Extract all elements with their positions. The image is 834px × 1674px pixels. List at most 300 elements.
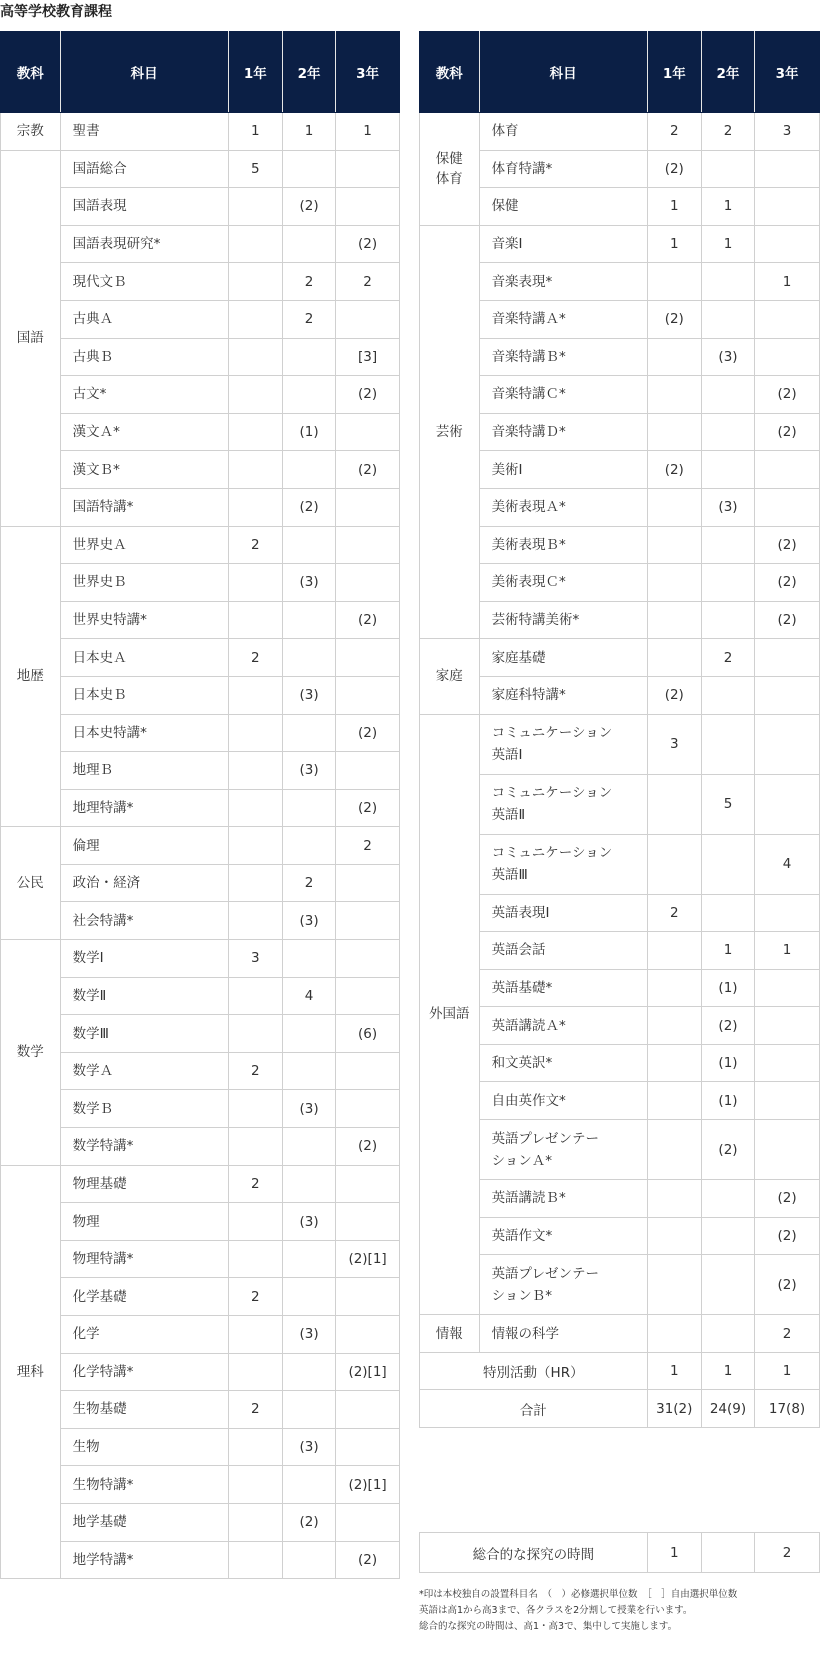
year2-cell (701, 413, 754, 451)
year2-cell (282, 789, 335, 827)
table-row (1, 1203, 400, 1241)
year3-cell (755, 1120, 820, 1180)
year3-cell: [3] (336, 338, 400, 376)
table-row (420, 601, 820, 639)
subject-cell: 世界史Ａ (60, 526, 228, 564)
year2-cell: (3) (701, 338, 754, 376)
subject-cell: 物理基礎 (60, 1165, 228, 1203)
year1-cell (228, 977, 282, 1015)
table-row (1, 601, 400, 639)
table-row (1, 451, 400, 489)
subject-cell: 現代文Ｂ (60, 263, 228, 301)
year2-cell: (2) (282, 1503, 335, 1541)
year2-cell (701, 526, 754, 564)
year2-cell: 2 (282, 864, 335, 902)
year1-cell (647, 1082, 701, 1120)
year1-cell: 3 (647, 714, 701, 774)
table-row (420, 263, 820, 301)
year1-cell (647, 1120, 701, 1180)
year2-cell: (1) (701, 969, 754, 1007)
year3-cell (755, 150, 820, 188)
year2-cell (282, 1052, 335, 1090)
subject-cell: 音楽特講Ａ* (479, 300, 647, 338)
year3-cell (755, 488, 820, 526)
year3-cell: (2) (336, 451, 400, 489)
year2-cell (701, 263, 754, 301)
subject-cell: 保健 (479, 188, 647, 226)
year3-cell: (2)[1] (336, 1353, 400, 1391)
year1-cell (228, 1128, 282, 1166)
subject-cell: 化学特講* (60, 1353, 228, 1391)
year3-cell: 3 (755, 113, 820, 151)
table-row (1, 639, 400, 677)
year2-cell: (2) (701, 1120, 754, 1180)
table-row (1, 113, 400, 151)
category-cell: 国語 (1, 150, 61, 526)
subject-cell: 生物特講* (60, 1466, 228, 1504)
year3-cell: (2) (336, 601, 400, 639)
table-row (420, 1120, 820, 1180)
table-row (1, 1128, 400, 1166)
subject-cell: 倫理 (60, 827, 228, 865)
year3-cell (336, 902, 400, 940)
year3-cell: (6) (336, 1015, 400, 1053)
year2-cell (282, 601, 335, 639)
table-row (420, 834, 820, 894)
subject-cell: 美術表現Ａ* (479, 488, 647, 526)
subject-cell: 数学Ⅲ (60, 1015, 228, 1053)
subject-cell: 数学Ⅱ (60, 977, 228, 1015)
table-row (420, 113, 820, 151)
year3-cell (755, 714, 820, 774)
year3-cell (755, 188, 820, 226)
year1-cell (228, 376, 282, 414)
subject-cell: 日本史Ａ (60, 639, 228, 677)
subject-cell: コミュニケーション 英語Ⅲ (479, 834, 647, 894)
table-row (420, 564, 820, 602)
year3-cell: (2) (755, 564, 820, 602)
year2-cell (282, 1165, 335, 1203)
year1-cell (228, 564, 282, 602)
year2-cell (282, 225, 335, 263)
table-row (420, 225, 820, 263)
table-row (1, 225, 400, 263)
year2-cell (282, 1353, 335, 1391)
year2-cell: (3) (282, 564, 335, 602)
year1-cell (647, 1007, 701, 1045)
summary-year3: 17(8) (755, 1390, 820, 1428)
year2-cell (701, 676, 754, 714)
header-subject: 科目 (479, 32, 647, 113)
year3-cell (755, 639, 820, 677)
year2-cell (701, 714, 754, 774)
year1-cell (647, 969, 701, 1007)
year1-cell (647, 488, 701, 526)
year3-cell: (2) (755, 1255, 820, 1315)
year2-cell: (3) (282, 1316, 335, 1354)
year1-cell (228, 676, 282, 714)
year1-cell (228, 263, 282, 301)
table-row (1, 1391, 400, 1429)
year3-cell: (2)[1] (336, 1240, 400, 1278)
year2-cell (701, 1217, 754, 1255)
table-header-row (1, 32, 400, 113)
summary-year2: 1 (701, 1352, 754, 1390)
subject-cell: 地理Ｂ (60, 752, 228, 790)
year3-cell (336, 526, 400, 564)
subject-cell: 生物 (60, 1428, 228, 1466)
footnote-line: 総合的な探究の時間は、高1・高3で、集中して実施します。 (419, 1621, 678, 1632)
summary-row (420, 1390, 820, 1428)
table-row (1, 1052, 400, 1090)
year2-cell: (3) (282, 1090, 335, 1128)
subject-cell: 家庭科特講* (479, 676, 647, 714)
table-row (420, 1255, 820, 1315)
year1-cell: 2 (228, 526, 282, 564)
year3-cell: 2 (755, 1315, 820, 1353)
year2-cell (282, 827, 335, 865)
year3-cell: 2 (336, 827, 400, 865)
table-row (1, 1240, 400, 1278)
year3-cell (336, 752, 400, 790)
year2-cell: 4 (282, 977, 335, 1015)
header-year1: 1年 (647, 32, 701, 113)
year3-cell: 2 (336, 263, 400, 301)
year3-cell (336, 639, 400, 677)
year2-cell (282, 639, 335, 677)
year3-cell: (2)[1] (336, 1466, 400, 1504)
table-row (1, 488, 400, 526)
year1-cell: 1 (647, 225, 701, 263)
year1-cell: 5 (228, 150, 282, 188)
year2-cell (701, 601, 754, 639)
table-row (420, 1315, 820, 1353)
year1-cell (228, 300, 282, 338)
subject-cell: コミュニケーション 英語Ⅱ (479, 774, 647, 834)
year2-cell: (3) (282, 676, 335, 714)
subject-cell: 美術表現Ｃ* (479, 564, 647, 602)
table-row (1, 1428, 400, 1466)
category-cell: 宗教 (1, 113, 61, 151)
year3-cell (336, 564, 400, 602)
year3-cell (336, 1203, 400, 1241)
year3-cell (336, 1165, 400, 1203)
header-year2: 2年 (282, 32, 335, 113)
inquiry-year3: 2 (755, 1533, 820, 1573)
subject-cell: 物理特講* (60, 1240, 228, 1278)
subject-cell: 物理 (60, 1203, 228, 1241)
summary-label: 合計 (420, 1390, 648, 1428)
year2-cell (282, 1240, 335, 1278)
header-year3: 3年 (336, 32, 400, 113)
subject-cell: 数学Ａ (60, 1052, 228, 1090)
category-cell: 家庭 (420, 639, 480, 714)
year3-cell: 1 (336, 113, 400, 151)
year2-cell: (3) (282, 1203, 335, 1241)
table-row (1, 1015, 400, 1053)
subject-cell: 英語会話 (479, 932, 647, 970)
year2-cell (282, 1278, 335, 1316)
subject-cell: 国語総合 (60, 150, 228, 188)
year1-cell (228, 413, 282, 451)
year2-cell (282, 1128, 335, 1166)
table-row (420, 488, 820, 526)
header-category: 教科 (1, 32, 61, 113)
year3-cell: (2) (336, 1541, 400, 1579)
year2-cell: 2 (701, 113, 754, 151)
year1-cell (228, 1015, 282, 1053)
subject-cell: 英語作文* (479, 1217, 647, 1255)
year1-cell (228, 902, 282, 940)
year3-cell: (2) (755, 1217, 820, 1255)
year3-cell (336, 1052, 400, 1090)
table-row (1, 188, 400, 226)
year1-cell: 3 (228, 940, 282, 978)
year2-cell (282, 526, 335, 564)
table-row (1, 676, 400, 714)
table-row (420, 969, 820, 1007)
table-row (420, 774, 820, 834)
year3-cell (336, 676, 400, 714)
subject-cell: 地学基礎 (60, 1503, 228, 1541)
year3-cell (336, 1428, 400, 1466)
year2-cell (701, 894, 754, 932)
subject-cell: 日本史特講* (60, 714, 228, 752)
year3-cell (755, 451, 820, 489)
year2-cell (282, 1466, 335, 1504)
year3-cell: (2) (755, 1180, 820, 1218)
year2-cell (282, 376, 335, 414)
year3-cell: (2) (755, 413, 820, 451)
subject-cell: コミュニケーション 英語Ⅰ (479, 714, 647, 774)
year3-cell (755, 1082, 820, 1120)
table-row (1, 1090, 400, 1128)
year1-cell (647, 932, 701, 970)
year1-cell: (2) (647, 676, 701, 714)
category-cell: 芸術 (420, 225, 480, 639)
year3-cell (336, 1316, 400, 1354)
year2-cell: 5 (701, 774, 754, 834)
year1-cell (647, 338, 701, 376)
subject-cell: 家庭基礎 (479, 639, 647, 677)
year2-cell: 1 (701, 188, 754, 226)
year1-cell (647, 376, 701, 414)
year2-cell (701, 564, 754, 602)
header-year2: 2年 (701, 32, 754, 113)
year3-cell: (2) (336, 714, 400, 752)
table-row (420, 1217, 820, 1255)
table-row (420, 894, 820, 932)
year1-cell: 2 (228, 1278, 282, 1316)
inquiry-year2 (701, 1533, 754, 1573)
year2-cell: 1 (701, 225, 754, 263)
header-category: 教科 (420, 32, 480, 113)
category-cell: 理科 (1, 1165, 61, 1579)
year2-cell (701, 1180, 754, 1218)
year1-cell (228, 338, 282, 376)
summary-year2: 24(9) (701, 1390, 754, 1428)
table-row (1, 1503, 400, 1541)
year1-cell (228, 451, 282, 489)
year1-cell: 2 (228, 1165, 282, 1203)
summary-year3: 1 (755, 1352, 820, 1390)
year1-cell (228, 1428, 282, 1466)
year1-cell (647, 413, 701, 451)
category-cell: 地歴 (1, 526, 61, 827)
year1-cell: 1 (228, 113, 282, 151)
inquiry-table (419, 1532, 820, 1573)
subject-cell: 音楽Ⅰ (479, 225, 647, 263)
year1-cell (228, 1541, 282, 1579)
year1-cell (228, 601, 282, 639)
subject-cell: 数学Ⅰ (60, 940, 228, 978)
table-row (420, 526, 820, 564)
year3-cell (336, 1503, 400, 1541)
year1-cell: 2 (647, 894, 701, 932)
year3-cell: (2) (336, 376, 400, 414)
year2-cell (701, 376, 754, 414)
year1-cell (228, 864, 282, 902)
subject-cell: 体育特講* (479, 150, 647, 188)
year3-cell: (2) (755, 376, 820, 414)
footnotes (419, 1587, 834, 1635)
table-row (1, 376, 400, 414)
subject-cell: 聖書 (60, 113, 228, 151)
table-row (1, 752, 400, 790)
footnote-line: *印は本校独自の設置科目名 （ ）必修選択単位数 ［ ］自由選択単位数 (419, 1589, 738, 1600)
subject-cell: 和文英訳* (479, 1044, 647, 1082)
year3-cell (755, 1007, 820, 1045)
year3-cell (336, 1278, 400, 1316)
table-row (1, 714, 400, 752)
year3-cell: (2) (336, 1128, 400, 1166)
year2-cell (282, 940, 335, 978)
subject-cell: 美術Ⅰ (479, 451, 647, 489)
year3-cell: (2) (336, 225, 400, 263)
year1-cell (647, 834, 701, 894)
subject-cell: 情報の科学 (479, 1315, 647, 1353)
year3-cell: 1 (755, 932, 820, 970)
category-cell: 外国語 (420, 714, 480, 1315)
year3-cell: (2) (336, 789, 400, 827)
subject-cell: 社会特講* (60, 902, 228, 940)
year2-cell (282, 714, 335, 752)
year3-cell (336, 977, 400, 1015)
category-cell: 公民 (1, 827, 61, 940)
subject-cell: 漢文Ａ* (60, 413, 228, 451)
subject-cell: 古文* (60, 376, 228, 414)
subject-cell: 体育 (479, 113, 647, 151)
year2-cell (282, 451, 335, 489)
curriculum-table-right (419, 31, 820, 1428)
subject-cell: 英語プレゼンテー ションＡ* (479, 1120, 647, 1180)
subject-cell: 漢文Ｂ* (60, 451, 228, 489)
table-row (1, 1353, 400, 1391)
table-row (420, 1007, 820, 1045)
year3-cell (336, 864, 400, 902)
subject-cell: 国語表現 (60, 188, 228, 226)
year2-cell: (3) (282, 1428, 335, 1466)
subject-cell: 化学基礎 (60, 1278, 228, 1316)
year2-cell (701, 1255, 754, 1315)
subject-cell: 国語特講* (60, 488, 228, 526)
table-row (1, 338, 400, 376)
table-row (420, 1180, 820, 1218)
year1-cell (647, 564, 701, 602)
year2-cell (282, 1015, 335, 1053)
year2-cell: (3) (282, 902, 335, 940)
year2-cell: (1) (282, 413, 335, 451)
subject-cell: 音楽特講Ｂ* (479, 338, 647, 376)
year3-cell (755, 894, 820, 932)
table-row (1, 1541, 400, 1579)
year1-cell (228, 1090, 282, 1128)
summary-row (420, 1352, 820, 1390)
inquiry-label: 総合的な探究の時間 (420, 1533, 648, 1573)
year2-cell: 2 (282, 300, 335, 338)
table-row (420, 376, 820, 414)
year3-cell (755, 676, 820, 714)
year1-cell: (2) (647, 451, 701, 489)
year3-cell (336, 1090, 400, 1128)
year1-cell: 2 (228, 1391, 282, 1429)
subject-cell: 世界史Ｂ (60, 564, 228, 602)
subject-cell: 美術表現Ｂ* (479, 526, 647, 564)
curriculum-table-left (0, 31, 400, 1579)
category-cell: 数学 (1, 940, 61, 1166)
year2-cell: (3) (701, 488, 754, 526)
subject-cell: 化学 (60, 1316, 228, 1354)
year3-cell (336, 940, 400, 978)
category-cell: 情報 (420, 1315, 480, 1353)
year1-cell (228, 1503, 282, 1541)
header-year3: 3年 (755, 32, 820, 113)
table-row (1, 1466, 400, 1504)
year2-cell (282, 1541, 335, 1579)
subject-cell: 英語基礎* (479, 969, 647, 1007)
year2-cell: 2 (282, 263, 335, 301)
table-row (420, 300, 820, 338)
subject-cell: 日本史Ｂ (60, 676, 228, 714)
year1-cell (647, 601, 701, 639)
year1-cell (647, 639, 701, 677)
year1-cell (647, 1255, 701, 1315)
year1-cell (228, 827, 282, 865)
header-year1: 1年 (228, 32, 282, 113)
table-row (1, 150, 400, 188)
year2-cell: (1) (701, 1082, 754, 1120)
year2-cell: (2) (701, 1007, 754, 1045)
year2-cell (701, 150, 754, 188)
year1-cell (228, 752, 282, 790)
subject-cell: 数学Ｂ (60, 1090, 228, 1128)
year2-cell (282, 338, 335, 376)
inquiry-year1: 1 (647, 1533, 701, 1573)
table-row (1, 789, 400, 827)
header-subject: 科目 (60, 32, 228, 113)
table-row (420, 1044, 820, 1082)
table-row (420, 150, 820, 188)
year3-cell (755, 300, 820, 338)
year1-cell (647, 526, 701, 564)
table-row (1, 526, 400, 564)
subject-cell: 英語プレゼンテー ションＢ* (479, 1255, 647, 1315)
year1-cell (647, 1044, 701, 1082)
table-row (1, 940, 400, 978)
summary-year1: 1 (647, 1352, 701, 1390)
year3-cell (336, 413, 400, 451)
table-row (1, 1316, 400, 1354)
